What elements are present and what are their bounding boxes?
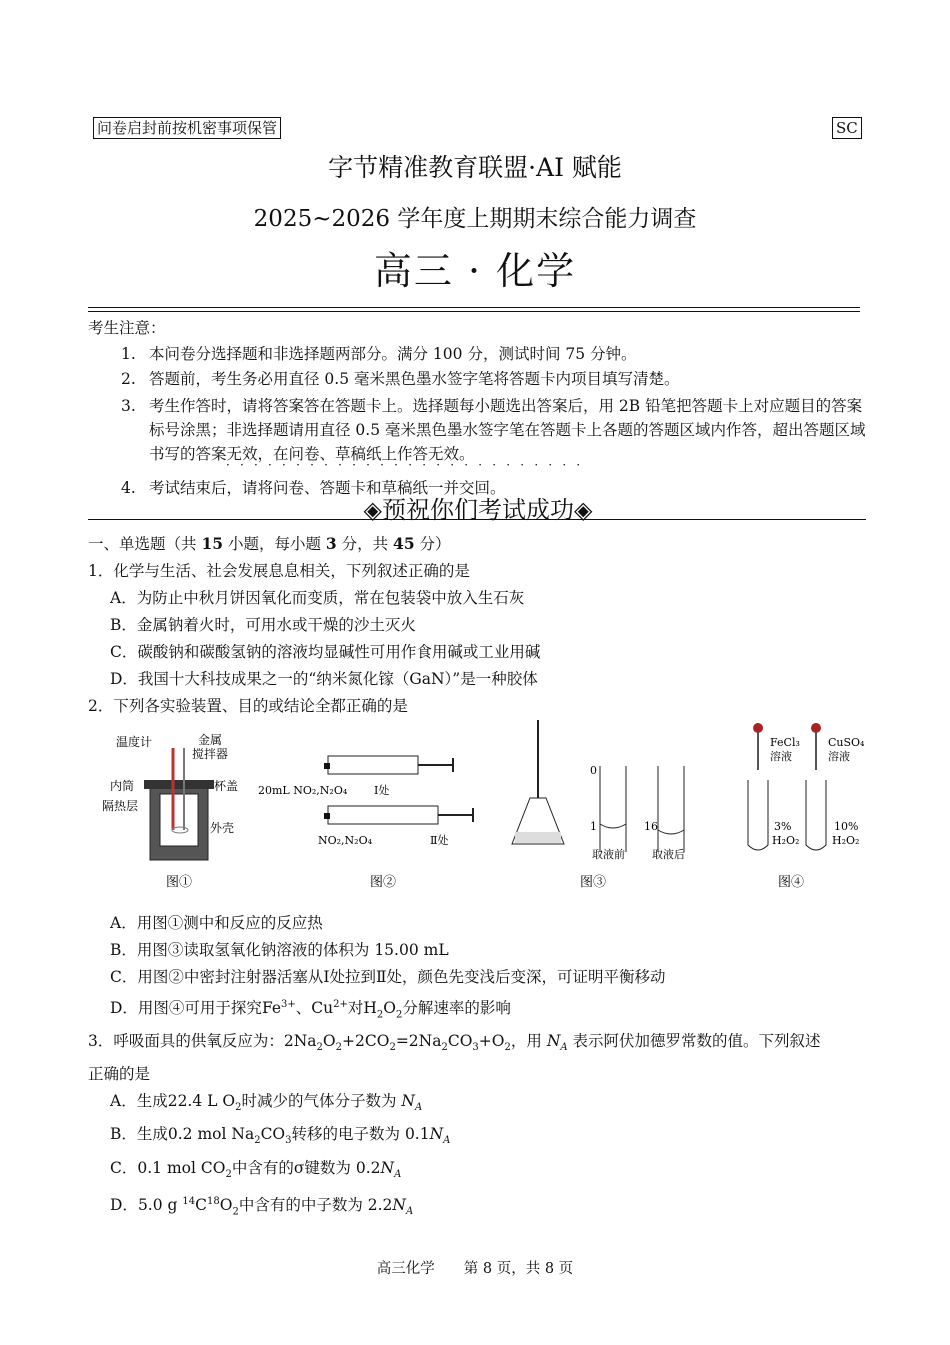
motto: ◈预祝你们考试成功◈	[363, 496, 593, 524]
notice-item: 3. 考生作答时，请将答案答在答题卡上。选择题每小题选出答案后，用 2B 铅笔把答题卡上对应题目的答案标号涂黑；非选择题请用直径 0.5 毫米黑色墨水签字笔在答题卡上各题的答题区域内作答，超出答题区域书写的答案无效，在问卷、草稿纸上作答无效。	[121, 397, 866, 463]
label-cuso4-b: 溶液	[828, 750, 850, 763]
figure-testtubes	[748, 723, 865, 890]
caption-fig3: 图③	[580, 875, 607, 890]
q3-option-a: A．生成22.4 L $O_2$时减少的气体分子数为 $N_A$	[110, 1092, 423, 1114]
q3-stem: 3．呼吸面具的供氧反应为：$2Na_2O_2+2CO_2=2Na_2CO_3+O_2$，用 $N_A$ 表示阿伏加德罗常数的值。下列叙述	[88, 1032, 821, 1054]
secret-label: 问卷启封前按机密事项保管	[93, 117, 281, 139]
double-rule-top	[88, 307, 860, 308]
label-pos1: Ⅰ处	[374, 784, 390, 797]
q1-option-c: C．碳酸钠和碳酸氢钠的溶液均显碱性可用作食用碱或工业用碱	[110, 643, 541, 661]
apparatus-figures	[88, 720, 868, 910]
section-rule	[88, 519, 866, 520]
label-pos2: Ⅱ处	[430, 834, 449, 847]
label-lid: 杯盖	[214, 779, 239, 793]
label-stirrer: 金属	[198, 733, 223, 747]
q2-figures	[88, 720, 868, 910]
notice-title: 考生注意：	[88, 319, 166, 337]
notice-item: 2. 答题前，考生务必用直径 0.5 毫米黑色墨水签字笔将答题卡内项目填写清楚。	[121, 370, 680, 388]
label-before: 取液前	[592, 848, 625, 861]
label-syringe-top: 20mL NO₂,N₂O₄	[258, 784, 348, 797]
q1-option-d: D．我国十大科技成果之一的“纳米氮化镓（GaN）”是一种胶体	[110, 670, 538, 688]
q1-option-b: B．金属钠着火时，可用水或干燥的沙土灭火	[110, 616, 416, 634]
label-t1: 1	[590, 820, 597, 833]
caption-fig2: 图②	[370, 875, 397, 890]
figure-syringes	[258, 756, 473, 890]
label-insul: 隔热层	[102, 799, 139, 813]
page-footer: 高三化学 第 8 页，共 8 页	[376, 1261, 574, 1277]
label-p10: 10%	[834, 820, 859, 833]
q2-option-d: D．用图④可用于探究$Fe^{3+}$、$Cu^{2+}$对$H_2O_2$分解速率的影响	[110, 999, 511, 1021]
label-outer: 外壳	[210, 821, 235, 835]
double-rule-bottom	[88, 311, 860, 312]
label-fecl3-b: 溶液	[770, 750, 792, 763]
figure-burette	[512, 720, 685, 890]
subject-title: 高三 · 化学	[373, 249, 577, 293]
label-t16: 16	[644, 820, 658, 833]
q2-stem: 2．下列各实验装置、目的或结论全都正确的是	[88, 697, 408, 715]
q2-option-b: B．用图③读取氢氧化钠溶液的体积为 15.00 mL	[110, 941, 449, 959]
label-stirrer2: 搅拌器	[192, 747, 229, 761]
exam-title: 2025~2026 学年度上期期末综合能力调查	[253, 206, 697, 232]
q1-option-a: A．为防止中秋月饼因氧化而变质，常在包装袋中放入生石灰	[110, 589, 525, 607]
caption-fig1: 图①	[166, 875, 193, 890]
notice-item: 4. 考试结束后，请将问卷、答题卡和草稿纸一并交回。	[121, 479, 506, 497]
q3-option-b: B．生成0.2 mol $Na_2CO_3$转移的电子数为 $0.1N_A$	[110, 1125, 451, 1147]
exam-code: SC	[832, 117, 862, 139]
label-thermometer: 温度计	[116, 735, 153, 749]
q1-stem: 1．化学与生活、社会发展息息相关，下列叙述正确的是	[88, 562, 470, 580]
label-fecl3: FeCl₃	[770, 736, 800, 749]
label-t0: 0	[590, 764, 597, 777]
caption-fig4: 图④	[778, 875, 805, 890]
section-title: 一、单选题（共 15 小题，每小题 3 分，共 45 分）	[88, 534, 451, 553]
q3-option-c: C．0.1 mol $CO_2$中含有的σ键数为 $0.2N_A$	[110, 1158, 402, 1180]
label-syringe-bottom: NO₂,N₂O₄	[318, 834, 373, 847]
q3-option-d: D．5.0 g $^{14}C^{18}O_2$中含有的中子数为 $2.2N_A$	[110, 1195, 414, 1217]
label-h2o2-b: H₂O₂	[832, 834, 860, 847]
notice-item: 1. 本问卷分选择题和非选择题两部分。满分 100 分，测试时间 75 分钟。	[121, 345, 637, 363]
label-after: 取液后	[652, 848, 685, 861]
label-inner: 内筒	[110, 779, 135, 793]
q2-option-c: C．用图②中密封注射器活塞从Ⅰ处拉到Ⅱ处，颜色先变浅后变深，可证明平衡移动	[110, 968, 666, 986]
label-cuso4: CuSO₄	[828, 736, 865, 749]
q3-stem-line2: 正确的是	[88, 1065, 151, 1084]
label-p3: 3%	[774, 820, 792, 833]
label-h2o2-a: H₂O₂	[772, 834, 800, 847]
q2-option-a: A．用图①测中和反应的反应热	[110, 914, 323, 932]
notice	[88, 316, 868, 500]
questions	[88, 530, 868, 1225]
figure-calorimeter	[102, 732, 238, 890]
org-title: 字节精准教育联盟·AI 赋能	[328, 153, 622, 182]
emphasis-dots: ··························	[226, 458, 591, 472]
